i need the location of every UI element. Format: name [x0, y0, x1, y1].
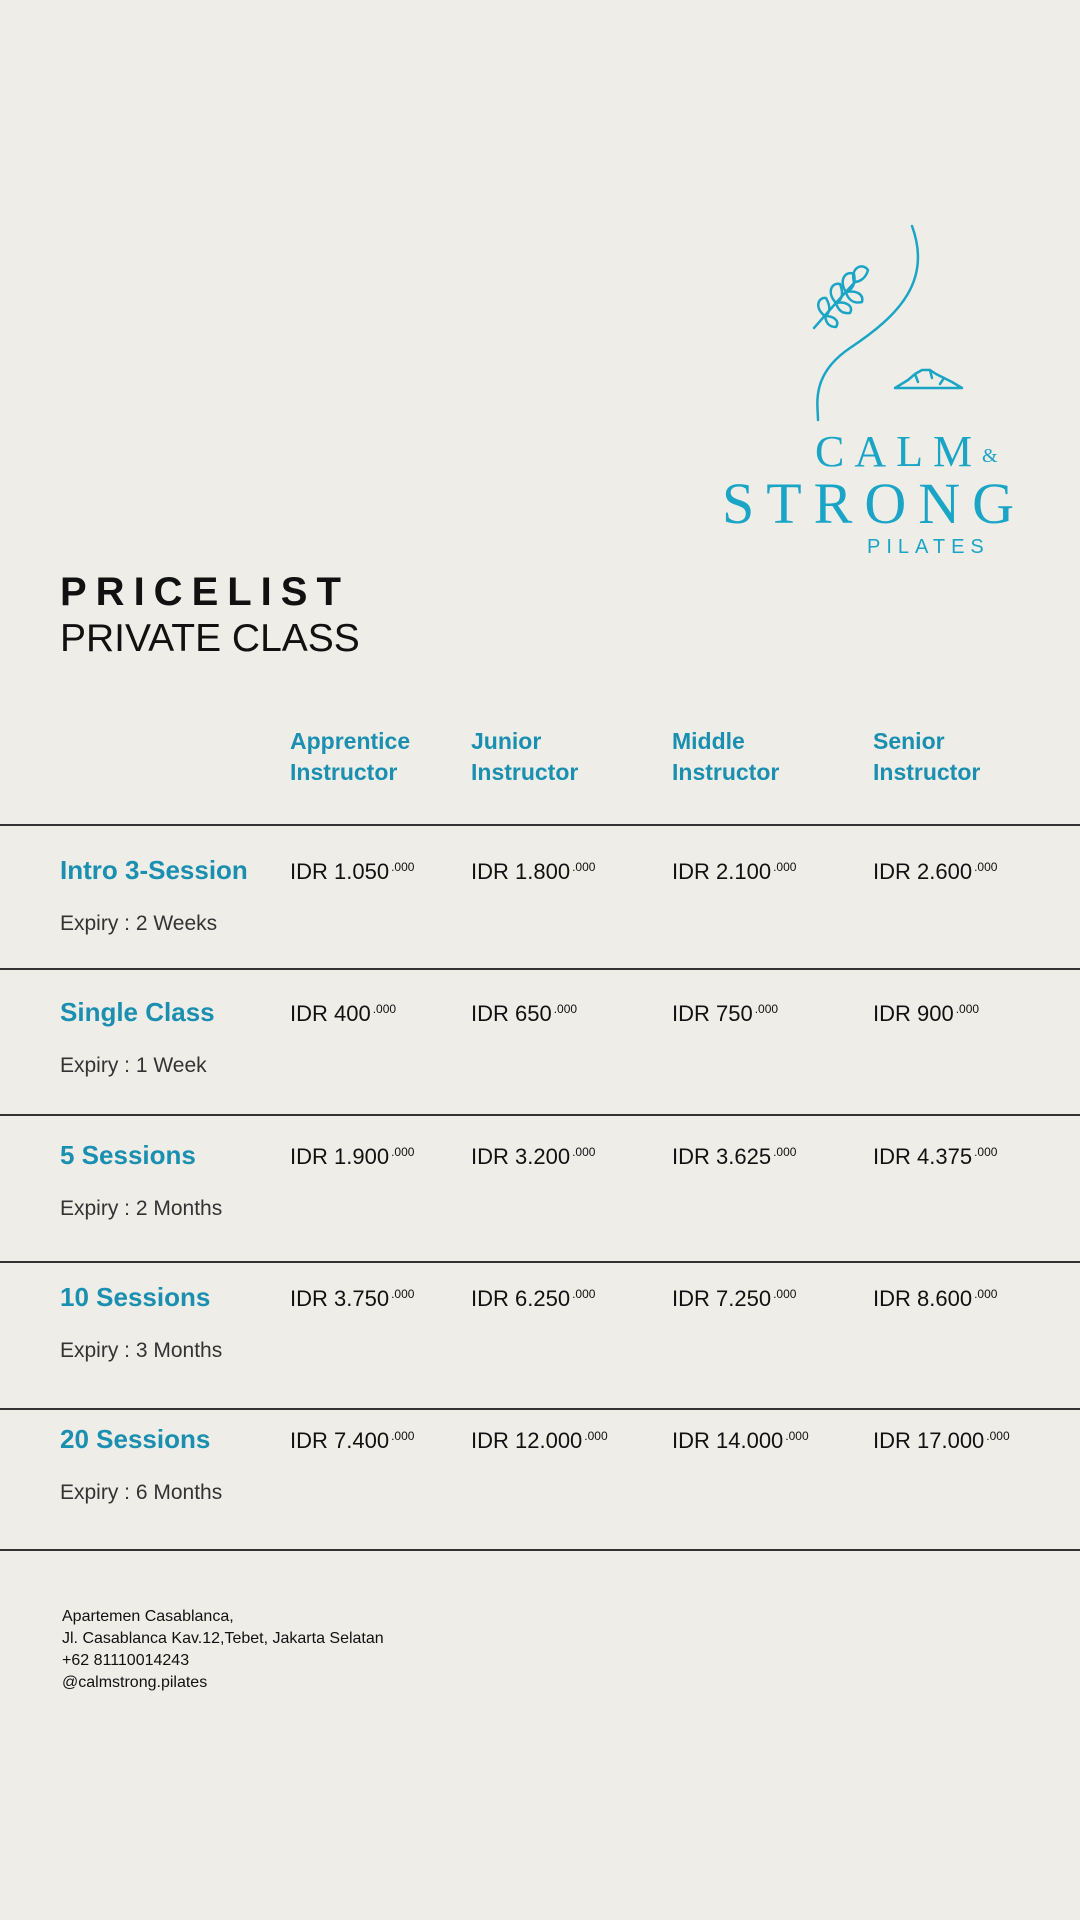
contact-footer	[62, 1606, 384, 1694]
package-row-10-sessions	[0, 1284, 1080, 1424]
page-title: PRICELIST	[60, 570, 350, 614]
price-junior: IDR 12.000 $^{.000}$	[471, 1428, 608, 1453]
address-line-1: Apartemen Casablanca,	[62, 1608, 234, 1625]
column-header-senior	[873, 726, 1063, 788]
brand-ampersand: &	[982, 445, 998, 467]
price-senior: IDR 900 $^{.000}$	[873, 1001, 980, 1026]
price-senior: IDR 17.000 $^{.000}$	[873, 1428, 1010, 1453]
price-apprentice: IDR 7.400 $^{.000}$	[290, 1428, 415, 1453]
package-row-5-sessions	[0, 1142, 1080, 1282]
package-expiry: Expiry : 6 Months	[60, 1481, 223, 1504]
package-expiry: Expiry : 2 Months	[60, 1197, 223, 1220]
price-middle: IDR 2.100 $^{.000}$	[672, 859, 797, 884]
price-apprentice: IDR 1.900 $^{.000}$	[290, 1144, 415, 1169]
package-row-single	[0, 999, 1080, 1139]
price-senior: IDR 8.600 $^{.000}$	[873, 1286, 998, 1311]
package-name: 10 Sessions	[60, 1282, 211, 1312]
column-header-line: Apprentice	[290, 728, 411, 754]
price-apprentice: IDR 400 $^{.000}$	[290, 1001, 397, 1026]
instagram-handle: @calmstrong.pilates	[62, 1674, 208, 1691]
package-name: Single Class	[60, 997, 215, 1027]
address-line-2: Jl. Casablanca Kav.12,Tebet, Jakarta Selatan	[62, 1630, 384, 1647]
column-header-line: Junior	[471, 728, 542, 754]
price-junior: IDR 650 $^{.000}$	[471, 1001, 578, 1026]
price-middle: IDR 14.000 $^{.000}$	[672, 1428, 809, 1453]
column-header-line: Senior	[873, 728, 945, 754]
price-middle: IDR 750 $^{.000}$	[672, 1001, 779, 1026]
package-name: 5 Sessions	[60, 1140, 196, 1170]
column-header-line: Instructor	[471, 759, 579, 785]
price-senior: IDR 4.375 $^{.000}$	[873, 1144, 998, 1169]
column-header-junior	[471, 726, 661, 788]
column-header-apprentice	[290, 726, 480, 788]
package-name: 20 Sessions	[60, 1424, 211, 1454]
price-junior: IDR 3.200 $^{.000}$	[471, 1144, 596, 1169]
brand-calm-text: CALM	[815, 427, 983, 476]
package-row-20-sessions	[0, 1426, 1080, 1566]
column-header-line: Instructor	[290, 759, 398, 785]
price-junior: IDR 6.250 $^{.000}$	[471, 1286, 596, 1311]
column-header-line: Middle	[672, 728, 745, 754]
divider	[0, 824, 1080, 826]
package-expiry: Expiry : 1 Week	[60, 1054, 207, 1077]
column-header-middle	[672, 726, 862, 788]
price-middle: IDR 3.625 $^{.000}$	[672, 1144, 797, 1169]
price-apprentice: IDR 3.750 $^{.000}$	[290, 1286, 415, 1311]
price-middle: IDR 7.250 $^{.000}$	[672, 1286, 797, 1311]
package-expiry: Expiry : 3 Months	[60, 1339, 223, 1362]
package-expiry: Expiry : 2 Weeks	[60, 912, 218, 935]
brand-strong-text: STRONG	[722, 471, 1027, 536]
phone-number: +62 81110014243	[62, 1652, 190, 1669]
price-junior: IDR 1.800 $^{.000}$	[471, 859, 596, 884]
package-name: Intro 3-Session	[60, 855, 248, 885]
package-row-intro	[0, 857, 1080, 997]
page-subtitle: PRIVATE CLASS	[60, 617, 360, 660]
column-header-line: Instructor	[873, 759, 981, 785]
price-senior: IDR 2.600 $^{.000}$	[873, 859, 998, 884]
brand-pilates-text: PILATES	[867, 536, 990, 558]
price-apprentice: IDR 1.050 $^{.000}$	[290, 859, 415, 884]
column-header-line: Instructor	[672, 759, 780, 785]
